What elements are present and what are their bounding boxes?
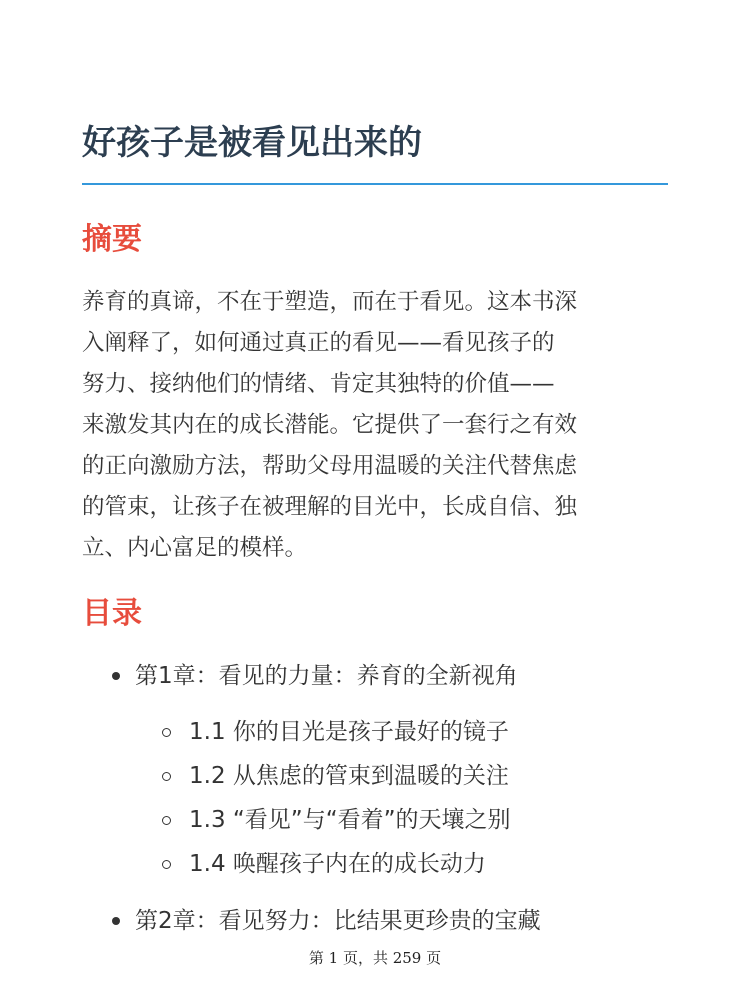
page-number-footer: 第 1 页，共 259 页 <box>308 949 442 967</box>
summary-line: 入阐释了，如何通过真正的看见——看见孩子的 <box>82 330 555 356</box>
toc-section-item[interactable]: 1.3 “看见”与“看着”的天壤之别 <box>189 807 511 833</box>
bullet-disc-icon <box>112 917 120 925</box>
summary-line: 的管束，让孩子在被理解的目光中，长成自信、独 <box>82 494 578 520</box>
toc-section-item[interactable]: 1.1 你的目光是孩子最好的镜子 <box>189 719 509 745</box>
toc-section-item[interactable]: 1.4 唤醒孩子内在的成长动力 <box>189 851 486 877</box>
summary-paragraph <box>82 282 672 569</box>
bullet-circle-icon <box>162 772 171 781</box>
toc-chapter-item[interactable]: 第2章：看见努力：比结果更珍贵的宝藏 <box>135 908 541 934</box>
bullet-circle-icon <box>162 860 171 869</box>
bullet-circle-icon <box>162 728 171 737</box>
bullet-disc-icon <box>112 672 120 680</box>
summary-line: 的正向激励方法，帮助父母用温暖的关注代替焦虑 <box>82 453 578 479</box>
toc-chapter-item[interactable]: 第1章：看见的力量：养育的全新视角 <box>135 663 518 689</box>
summary-heading: 摘要 <box>82 222 142 257</box>
bullet-circle-icon <box>162 816 171 825</box>
summary-line: 立、内心富足的模样。 <box>82 535 308 561</box>
summary-line: 养育的真谛，不在于塑造，而在于看见。这本书深 <box>82 289 578 315</box>
toc-section-item[interactable]: 1.2 从焦虑的管束到温暖的关注 <box>189 763 509 789</box>
toc-heading: 目录 <box>82 596 142 631</box>
page-title: 好孩子是被看见出来的 <box>82 123 422 163</box>
summary-line: 来激发其内在的成长潜能。它提供了一套行之有效 <box>82 412 578 438</box>
title-divider <box>82 183 668 185</box>
summary-line: 努力、接纳他们的情绪、肯定其独特的价值—— <box>82 371 555 397</box>
